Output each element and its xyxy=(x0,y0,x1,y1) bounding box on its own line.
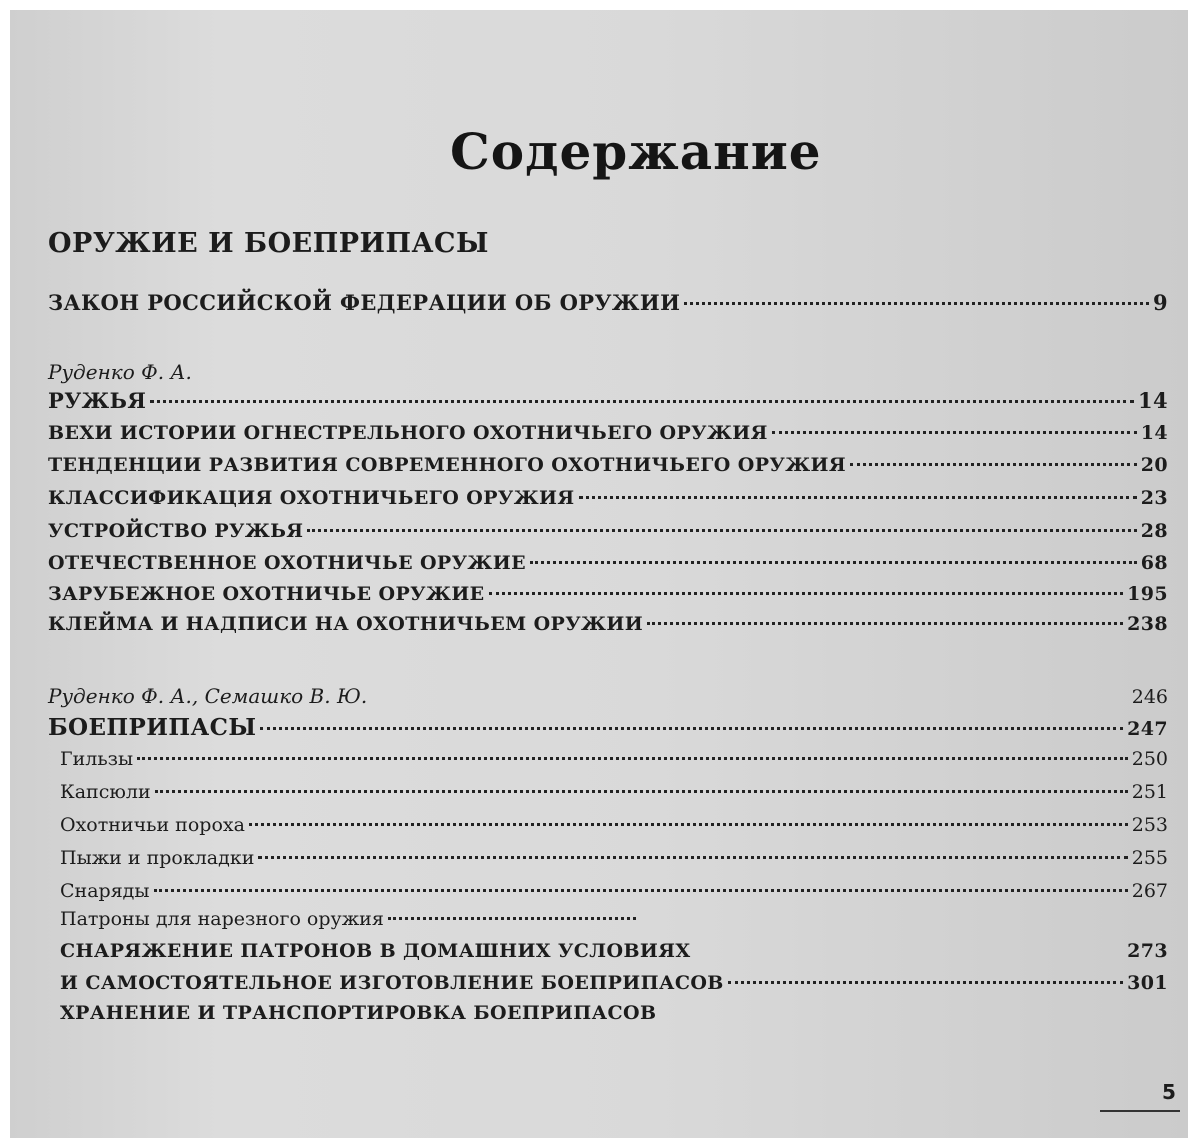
toc-entry-page: 23 xyxy=(1140,487,1168,509)
toc-entry-loading[interactable] xyxy=(60,940,1168,962)
toc-page xyxy=(10,10,1188,1138)
toc-entry-law[interactable] xyxy=(48,290,1168,315)
dot-leader xyxy=(647,622,1123,625)
toc-entry-label: Снаряды xyxy=(60,880,150,902)
toc-entry-label: УСТРОЙСТВО РУЖЬЯ xyxy=(48,520,304,542)
toc-entry-page: 14 xyxy=(1140,422,1168,444)
section-heading-text: ОРУЖИЕ И БОЕПРИПАСЫ xyxy=(48,228,489,259)
toc-entry-page: 68 xyxy=(1140,552,1168,574)
toc-entry-page: 267 xyxy=(1131,880,1168,902)
toc-entry-page: 251 xyxy=(1131,781,1168,803)
dot-leader xyxy=(388,917,636,920)
toc-entry[interactable] xyxy=(48,552,1168,574)
toc-entry-label: ТЕНДЕНЦИИ РАЗВИТИЯ СОВРЕМЕННОГО ОХОТНИЧЬЕГО ОРУЖИЯ xyxy=(48,454,847,476)
toc-entry-label: Охотничьи пороха xyxy=(60,814,245,836)
toc-entry[interactable] xyxy=(48,487,1168,509)
toc-entry-page: 195 xyxy=(1127,583,1168,605)
author-name: Руденко Ф. А. xyxy=(48,360,192,384)
author-name: Руденко Ф. А., Семашко В. Ю. xyxy=(48,684,368,708)
toc-entry[interactable] xyxy=(60,847,1168,869)
dot-leader xyxy=(371,695,1128,698)
toc-entry-label: ВЕХИ ИСТОРИИ ОГНЕСТРЕЛЬНОГО ОХОТНИЧЬЕГО ОРУЖИЯ xyxy=(48,422,768,444)
page-title: Содержание xyxy=(450,122,822,181)
dot-leader xyxy=(137,757,1128,760)
dot-leader xyxy=(684,302,1149,305)
toc-entry-label: ХРАНЕНИЕ И ТРАНСПОРТИРОВКА БОЕПРИПАСОВ xyxy=(60,1002,657,1024)
toc-entry-label: И САМОСТОЯТЕЛЬНОЕ ИЗГОТОВЛЕНИЕ БОЕПРИПАСОВ xyxy=(60,972,724,994)
toc-entry-making[interactable] xyxy=(60,972,1168,994)
toc-entry-page: 273 xyxy=(1127,940,1168,962)
toc-entry[interactable] xyxy=(60,880,1168,902)
toc-entry-storage[interactable] xyxy=(60,1002,740,1024)
dot-leader xyxy=(258,856,1127,859)
toc-entry-page: 20 xyxy=(1140,454,1168,476)
toc-entry-label: КЛЕЙМА И НАДПИСИ НА ОХОТНИЧЬЕМ ОРУЖИИ xyxy=(48,613,644,635)
toc-entry[interactable] xyxy=(60,781,1168,803)
toc-entry-page: 253 xyxy=(1131,814,1168,836)
dot-leader xyxy=(150,400,1134,403)
toc-entry[interactable] xyxy=(48,520,1168,542)
toc-entry[interactable] xyxy=(48,583,1168,605)
toc-entry-label: ЗАКОН РОССИЙСКОЙ ФЕДЕРАЦИИ ОБ ОРУЖИИ xyxy=(48,290,681,315)
toc-entry-page: 28 xyxy=(1140,520,1168,542)
toc-entry-label: Пыжи и прокладки xyxy=(60,847,255,869)
toc-entry-page: 9 xyxy=(1152,290,1168,315)
toc-entry-label: ОТЕЧЕСТВЕННОЕ ОХОТНИЧЬЕ ОРУЖИЕ xyxy=(48,552,526,574)
dot-leader xyxy=(772,431,1137,434)
toc-entry-page: 246 xyxy=(1131,686,1168,708)
toc-entry-page: 14 xyxy=(1137,388,1168,413)
section-heading xyxy=(48,228,489,259)
dot-leader xyxy=(489,592,1124,595)
toc-entry-ammo[interactable] xyxy=(48,714,1168,741)
toc-entry-guns[interactable] xyxy=(48,388,1168,413)
toc-entry[interactable] xyxy=(48,422,1168,444)
footer-rule xyxy=(1100,1110,1180,1112)
toc-entry[interactable] xyxy=(60,814,1168,836)
toc-entry-page: 247 xyxy=(1127,718,1168,740)
dot-leader xyxy=(695,949,1124,952)
toc-entry-label: РУЖЬЯ xyxy=(48,388,147,413)
dot-leader xyxy=(728,981,1123,984)
dot-leader xyxy=(660,1011,736,1014)
dot-leader xyxy=(249,823,1128,826)
toc-entry-label: КЛАССИФИКАЦИЯ ОХОТНИЧЬЕГО ОРУЖИЯ xyxy=(48,487,575,509)
toc-entry-page: 301 xyxy=(1127,972,1168,994)
show-through-line xyxy=(480,58,506,88)
toc-entry[interactable] xyxy=(48,613,1168,635)
dot-leader xyxy=(155,790,1128,793)
dot-leader xyxy=(307,529,1136,532)
toc-entry-label: СНАРЯЖЕНИЕ ПАТРОНОВ В ДОМАШНИХ УСЛОВИЯХ xyxy=(60,940,691,962)
page-number: 5 xyxy=(1162,1080,1176,1104)
toc-entry-label: Патроны для нарезного оружия xyxy=(60,908,384,930)
dot-leader xyxy=(260,727,1123,730)
toc-entry[interactable] xyxy=(60,748,1168,770)
dot-leader xyxy=(530,561,1137,564)
toc-entry-page: 255 xyxy=(1131,847,1168,869)
toc-entry-label: Гильзы xyxy=(60,748,134,770)
toc-entry-author2[interactable] xyxy=(48,684,1168,708)
dot-leader xyxy=(154,889,1128,892)
toc-entry-label: БОЕПРИПАСЫ xyxy=(48,714,257,741)
toc-entry-page: 250 xyxy=(1131,748,1168,770)
toc-entry[interactable] xyxy=(48,454,1168,476)
dot-leader xyxy=(850,463,1137,466)
toc-entry[interactable] xyxy=(60,908,640,930)
toc-entry-label: Капсюли xyxy=(60,781,151,803)
toc-entry-page: 238 xyxy=(1127,613,1168,635)
toc-entry-label: ЗАРУБЕЖНОЕ ОХОТНИЧЬЕ ОРУЖИЕ xyxy=(48,583,485,605)
dot-leader xyxy=(579,496,1137,499)
